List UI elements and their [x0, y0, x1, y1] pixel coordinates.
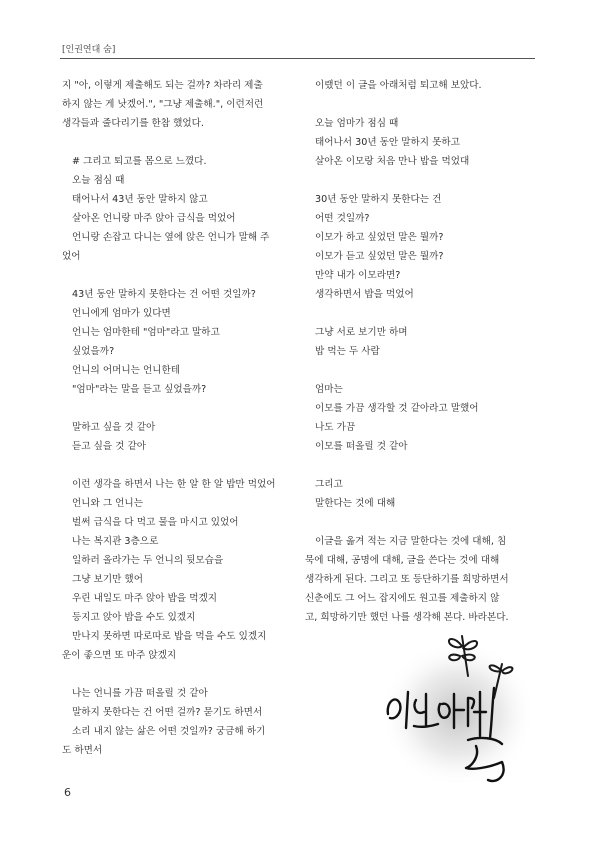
text-line: 소리 내지 않는 삶은 어떤 것일까? 궁금해 하기: [72, 726, 266, 737]
text-line: 도 하면서: [62, 745, 103, 756]
text-line: 나는 복지관 3층으로: [72, 536, 159, 547]
blank-line: [305, 171, 535, 190]
left-column: [62, 76, 290, 760]
text-line: 언니에게 엄마가 있다면: [72, 308, 171, 319]
page-number: 6: [64, 786, 71, 799]
blank-line: [305, 95, 535, 114]
text-line: 이랬던 이 글을 아래처럼 퇴고해 보았다.: [315, 80, 482, 91]
text-line: 언니의 어머니는 언니한테: [72, 365, 181, 376]
text-line: 이모를 가끔 생각할 것 같아라고 말했어: [315, 403, 479, 414]
text-line: 30년 동안 말하지 못한다는 건: [315, 194, 442, 205]
text-line: 었어: [62, 251, 81, 262]
text-line: "엄마"라는 말을 듣고 싶었을까?: [72, 384, 207, 395]
text-line: 태어나서 43년 동안 말하지 않고: [72, 194, 208, 205]
text-line: 운이 좋으면 또 마주 앉겠지: [62, 650, 177, 661]
text-line: 그냥 서로 보기만 하며: [315, 327, 408, 338]
text-line: 고, 희망하기만 했던 나를 생각해 본다. 바라본다.: [305, 612, 509, 623]
text-line: 살아온 이모랑 처음 만나 밥을 먹었대: [315, 156, 470, 167]
text-line: 신춘에도 그 어느 잡지에도 원고를 제출하지 않: [305, 593, 500, 604]
text-line: 말하지 못한다는 건 어떤 걸까? 묻기도 하면서: [72, 707, 263, 718]
text-line: 만나지 못하면 따로따로 밥을 먹을 수도 있겠지: [72, 631, 267, 642]
text-line: 등지고 앉아 밥을 수도 있겠지: [72, 612, 196, 623]
text-line: 지 "아, 이렇게 제출해도 되는 걸까? 차라리 제출: [62, 80, 263, 91]
text-line: 그냥 보기만 했어: [72, 574, 143, 585]
text-line: 43년 동안 말하지 못한다는 건 어떤 것일까?: [72, 289, 256, 300]
text-line: 우린 내일도 마주 앉아 밥을 먹겠지: [72, 593, 217, 604]
text-line: 일하러 올라가는 두 언니의 뒷모습을: [72, 555, 224, 566]
text-line: 오늘 점심 때: [72, 175, 125, 186]
text-line: 벌써 급식을 다 먹고 물을 마시고 있었어: [72, 517, 239, 528]
text-line: 말한다는 것에 대해: [315, 498, 396, 509]
inkwon-yeondae-sum-logo: [376, 628, 536, 788]
right-column: [305, 76, 535, 627]
text-line: 이모를 떠올릴 것 같아: [315, 441, 408, 452]
text-line: 나는 언니를 가끔 떠올릴 것 같아: [72, 688, 208, 699]
text-line: 태어나서 30년 동안 말하지 못하고: [315, 137, 460, 148]
blank-line: [62, 665, 290, 684]
text-line: 만약 내가 이모라면?: [315, 270, 401, 281]
text-line: 그리고: [315, 479, 343, 490]
text-line: 어떤 것일까?: [315, 213, 370, 224]
text-line: # 그리고 퇴고를 몸으로 느꼈다.: [72, 156, 207, 167]
text-line: 생각들과 줄다리기를 한참 했었다.: [62, 118, 204, 129]
running-header: [인권연대 숨]: [62, 45, 116, 55]
text-line: 하지 않는 게 낫겠어.", "그냥 제출해.", 이런저런: [62, 99, 264, 110]
blank-line: [62, 266, 290, 285]
text-line: 나도 가끔: [315, 422, 356, 433]
text-line: 말하고 싶을 것 같아: [72, 422, 156, 433]
text-line: 언니와 그 언니는: [72, 498, 143, 509]
blank-line: [305, 513, 535, 532]
text-line: 이글을 옮겨 적는 지금 말한다는 것에 대해, 침: [315, 536, 507, 547]
text-line: 오늘 엄마가 점심 때: [315, 118, 399, 129]
text-line: 언니는 엄마한테 "엄마"라고 말하고: [72, 327, 220, 338]
text-line: 생각하게 된다. 그리고 또 등단하기를 희망하면서: [305, 574, 509, 585]
text-line: 엄마는: [315, 384, 343, 395]
blank-line: [62, 399, 290, 418]
text-line: 이모가 듣고 싶었던 말은 뭘까?: [315, 251, 444, 262]
blank-line: [305, 304, 535, 323]
text-line: 싶었을까?: [72, 346, 115, 357]
text-line: 언니랑 손잡고 다니는 옆에 앉은 언니가 말해 주: [72, 232, 270, 243]
blank-line: [305, 456, 535, 475]
text-line: 밥 먹는 두 사람: [315, 346, 380, 357]
blank-line: [305, 361, 535, 380]
text-line: 이런 생각을 하면서 나는 한 알 한 알 밥만 먹었어: [72, 479, 276, 490]
text-line: 이모가 하고 싶었던 말은 뭘까?: [315, 232, 444, 243]
blank-line: [62, 133, 290, 152]
text-line: 듣고 싶을 것 같아: [72, 441, 147, 452]
text-line: 살아온 언니랑 마주 앉아 급식을 먹었어: [72, 213, 236, 224]
blank-line: [62, 456, 290, 475]
header-rule: [60, 58, 535, 59]
text-line: 생각하면서 밥을 먹었어: [315, 289, 414, 300]
text-line: 묵에 대해, 공명에 대해, 글을 쓴다는 것에 대해: [305, 555, 500, 566]
